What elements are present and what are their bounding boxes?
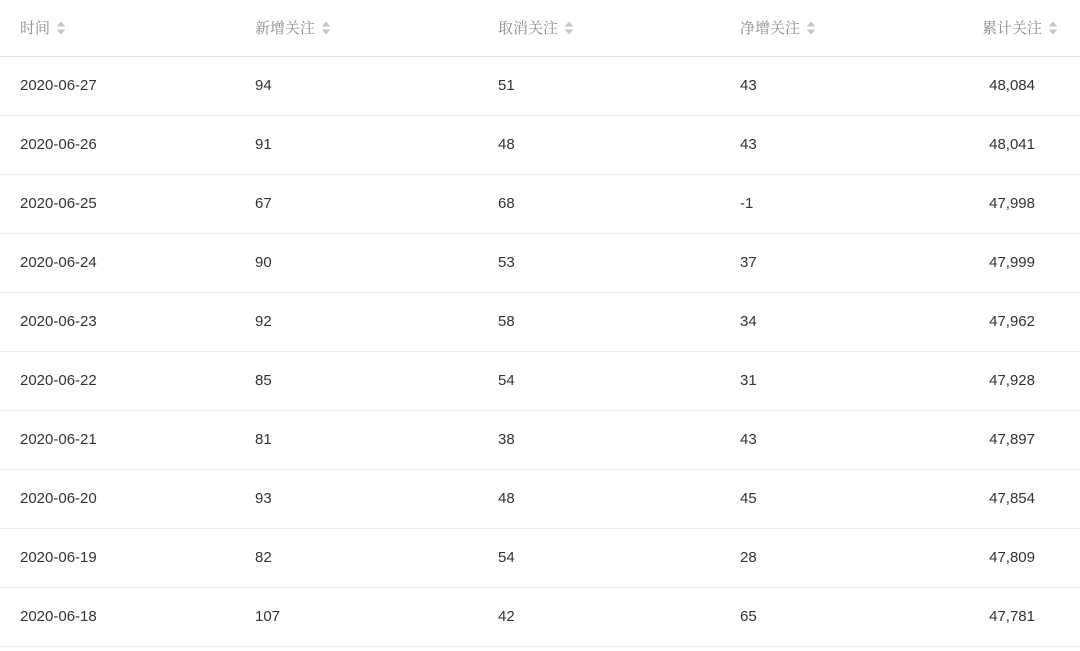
table-row (0, 351, 1080, 410)
cell-new-follows: 81 (235, 410, 478, 469)
cell-total-follows: 47,781 (960, 587, 1080, 646)
column-header-unfollows[interactable] (478, 0, 720, 56)
cell-net-follows: -1 (720, 174, 960, 233)
sort-caret-icon[interactable] (564, 21, 574, 35)
table-row (0, 56, 1080, 115)
cell-unfollows: 51 (478, 56, 720, 115)
cell-unfollows: 58 (478, 292, 720, 351)
table-header (0, 0, 1080, 56)
cell-total-follows: 47,928 (960, 351, 1080, 410)
cell-date: 2020-06-23 (0, 292, 235, 351)
column-header-label: 时间 (20, 20, 51, 38)
cell-new-follows: 92 (235, 292, 478, 351)
cell-date: 2020-06-27 (0, 56, 235, 115)
cell-total-follows: 47,999 (960, 233, 1080, 292)
table-row (0, 587, 1080, 646)
table-row (0, 469, 1080, 528)
sort-caret-icon[interactable] (806, 21, 816, 35)
cell-total-follows: 48,041 (960, 115, 1080, 174)
cell-date: 2020-06-25 (0, 174, 235, 233)
cell-new-follows: 90 (235, 233, 478, 292)
cell-net-follows: 43 (720, 410, 960, 469)
cell-unfollows: 54 (478, 528, 720, 587)
table-row (0, 528, 1080, 587)
column-header-total-follows[interactable] (960, 0, 1080, 56)
column-header-time[interactable] (0, 0, 235, 56)
cell-unfollows: 54 (478, 351, 720, 410)
cell-net-follows: 43 (720, 56, 960, 115)
cell-unfollows: 38 (478, 410, 720, 469)
cell-unfollows: 48 (478, 469, 720, 528)
cell-date: 2020-06-20 (0, 469, 235, 528)
column-header-label: 新增关注 (255, 20, 316, 38)
cell-date: 2020-06-18 (0, 587, 235, 646)
cell-total-follows: 47,998 (960, 174, 1080, 233)
header-row (0, 0, 1080, 56)
cell-net-follows: 34 (720, 292, 960, 351)
table-row (0, 410, 1080, 469)
cell-date: 2020-06-19 (0, 528, 235, 587)
cell-total-follows: 47,962 (960, 292, 1080, 351)
sort-caret-icon[interactable] (56, 21, 66, 35)
cell-net-follows: 28 (720, 528, 960, 587)
cell-new-follows: 85 (235, 351, 478, 410)
cell-net-follows: 45 (720, 469, 960, 528)
column-header-label: 净增关注 (740, 20, 801, 38)
cell-unfollows: 68 (478, 174, 720, 233)
cell-date: 2020-06-22 (0, 351, 235, 410)
cell-unfollows: 42 (478, 587, 720, 646)
cell-net-follows: 43 (720, 115, 960, 174)
column-header-new-follows[interactable] (235, 0, 478, 56)
cell-new-follows: 94 (235, 56, 478, 115)
cell-new-follows: 91 (235, 115, 478, 174)
cell-new-follows: 93 (235, 469, 478, 528)
column-header-net-follows[interactable] (720, 0, 960, 56)
cell-date: 2020-06-24 (0, 233, 235, 292)
cell-unfollows: 53 (478, 233, 720, 292)
cell-total-follows: 47,854 (960, 469, 1080, 528)
column-header-label: 累计关注 (981, 20, 1042, 38)
cell-total-follows: 47,897 (960, 410, 1080, 469)
table-row (0, 174, 1080, 233)
table-row (0, 115, 1080, 174)
cell-date: 2020-06-26 (0, 115, 235, 174)
table-row (0, 233, 1080, 292)
cell-new-follows: 107 (235, 587, 478, 646)
cell-net-follows: 37 (720, 233, 960, 292)
cell-net-follows: 65 (720, 587, 960, 646)
column-header-label: 取消关注 (498, 20, 559, 38)
sort-caret-icon[interactable] (1048, 21, 1058, 35)
cell-new-follows: 67 (235, 174, 478, 233)
cell-net-follows: 31 (720, 351, 960, 410)
sort-caret-icon[interactable] (321, 21, 331, 35)
cell-total-follows: 48,084 (960, 56, 1080, 115)
cell-unfollows: 48 (478, 115, 720, 174)
cell-total-follows: 47,809 (960, 528, 1080, 587)
cell-date: 2020-06-21 (0, 410, 235, 469)
table-body (0, 56, 1080, 646)
cell-new-follows: 82 (235, 528, 478, 587)
table-row (0, 292, 1080, 351)
